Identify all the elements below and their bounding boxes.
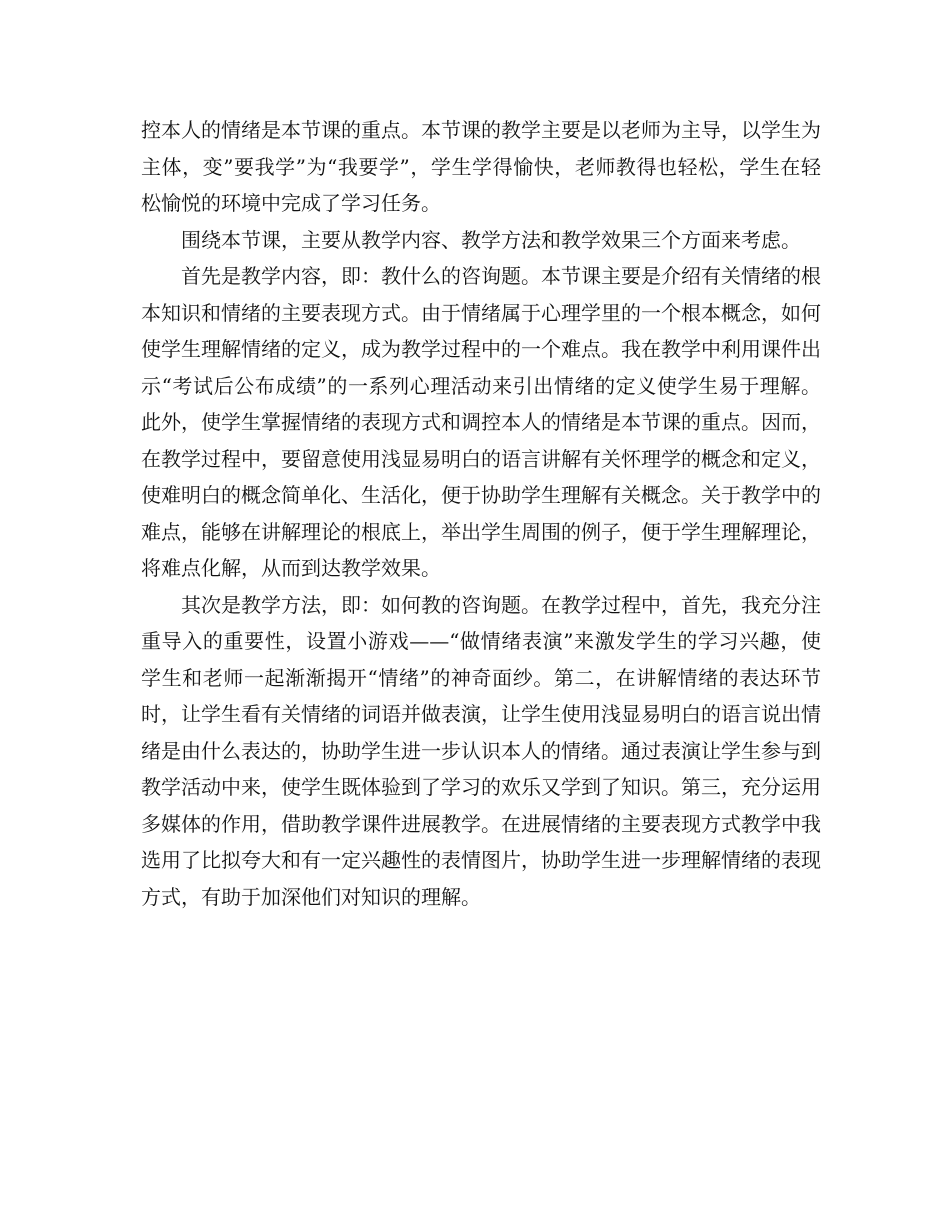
paragraph-4: 其次是教学方法，即：如何教的咨询题。在教学过程中，首先，我充分注重导入的重要性，设置小游戏——“做情绪表演”来激发学生的学习兴趣，使学生和老师一起渐渐揭开“情绪”的神奇面纱。第二，在讲解情绪的表达环节时，让学生看有关情绪的词语并做表演，让学生使用浅显易明白的语言说出情绪是由什么表达的，协助学生进一步认识本人的情绪。通过表演让学生参与到教学活动中来，使学生既体验到了学习的欢乐又学到了知识。第三，充分运用多媒体的作用，借助教学课件进展教学。在进展情绪的主要表现方式教学中我选用了比拟夸大和有一定兴趣性的表情图片，协助学生进一步理解情绪的表现方式，有助于加深他们对知识的理解。 (141, 592, 821, 909)
document-body (141, 112, 821, 915)
paragraph-3: 首先是教学内容，即：教什么的咨询题。本节课主要是介绍有关情绪的根本知识和情绪的主要表现方式。由于情绪属于心理学里的一个根本概念，如何使学生理解情绪的定义，成为教学过程中的一个难点。我在教学中利用课件出示“考试后公布成绩”的一系列心理活动来引出情绪的定义使学生易于理解。此外，使学生掌握情绪的表现方式和调控本人的情绪是本节课的重点。因而，在教学过程中，要留意使用浅显易明白的语言讲解有关怀理学的概念和定义，使难明白的概念简单化、生活化，便于协助学生理解有关概念。关于教学中的难点，能够在讲解理论的根底上，举出学生周围的例子，便于学生理解理论，将难点化解，从而到达教学效果。 (141, 264, 821, 580)
paragraph-1: 控本人的情绪是本节课的重点。本节课的教学主要是以老师为主导，以学生为主体，变”要我学”为“我要学”，学生学得愉快，老师教得也轻松，学生在轻松愉悦的环境中完成了学习任务。 (141, 118, 821, 215)
paragraph-2: 围绕本节课，主要从教学内容、教学方法和教学效果三个方面来考虑。 (181, 227, 801, 252)
